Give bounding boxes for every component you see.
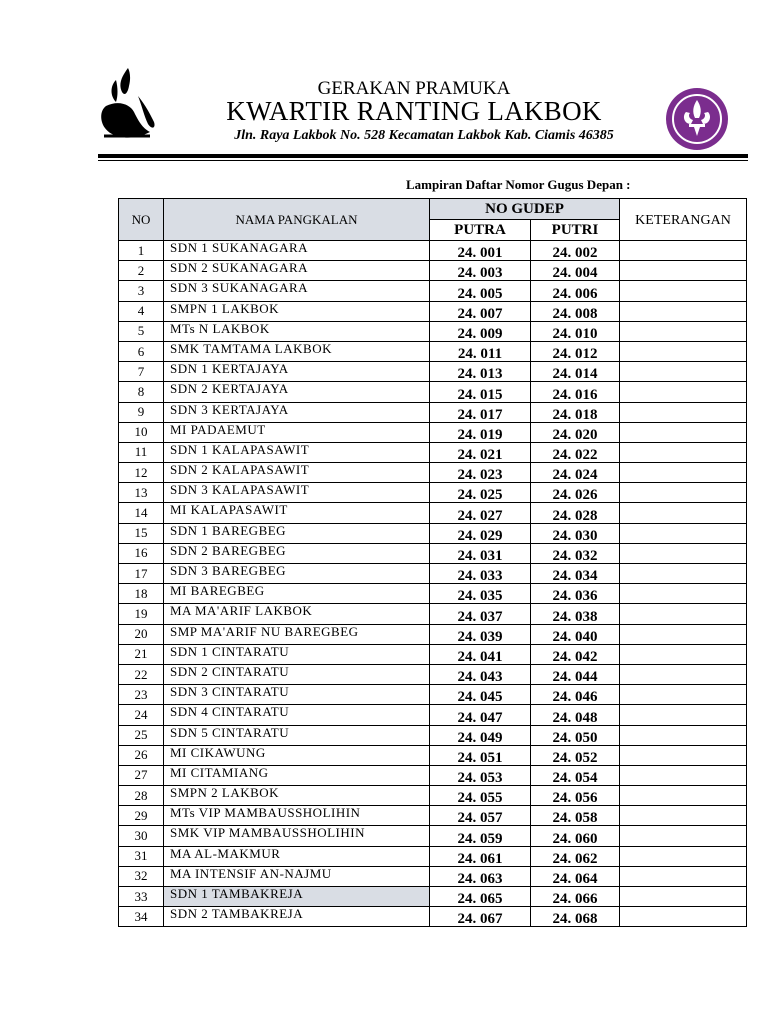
row-number: 17 xyxy=(119,564,164,584)
row-number: 28 xyxy=(119,786,164,806)
row-putri: 24. 030 xyxy=(531,523,620,543)
row-name: SDN 2 SUKANAGARA xyxy=(164,261,430,281)
row-keterangan xyxy=(620,281,747,301)
row-keterangan xyxy=(620,685,747,705)
header-nama-pangkalan: NAMA PANGKALAN xyxy=(164,199,430,241)
row-putri: 24. 018 xyxy=(531,402,620,422)
header-keterangan: KETERANGAN xyxy=(620,199,747,241)
row-putra: 24. 025 xyxy=(430,483,531,503)
row-keterangan xyxy=(620,503,747,523)
row-putra: 24. 061 xyxy=(430,846,531,866)
row-putra: 24. 009 xyxy=(430,321,531,341)
row-putri: 24. 016 xyxy=(531,382,620,402)
row-number: 19 xyxy=(119,604,164,624)
row-keterangan xyxy=(620,826,747,846)
row-keterangan xyxy=(620,745,747,765)
row-putra: 24. 041 xyxy=(430,644,531,664)
row-keterangan xyxy=(620,887,747,907)
table-row xyxy=(119,866,747,886)
row-keterangan xyxy=(620,907,747,927)
row-number: 25 xyxy=(119,725,164,745)
row-putri: 24. 022 xyxy=(531,442,620,462)
table-row xyxy=(119,442,747,462)
row-keterangan xyxy=(620,382,747,402)
row-keterangan xyxy=(620,846,747,866)
row-number: 27 xyxy=(119,765,164,785)
row-putra: 24. 023 xyxy=(430,463,531,483)
row-putra: 24. 039 xyxy=(430,624,531,644)
row-putri: 24. 068 xyxy=(531,907,620,927)
row-keterangan xyxy=(620,422,747,442)
row-putri: 24. 026 xyxy=(531,483,620,503)
row-name: SDN 1 SUKANAGARA xyxy=(164,241,430,261)
row-putri: 24. 046 xyxy=(531,685,620,705)
row-number: 9 xyxy=(119,402,164,422)
row-keterangan xyxy=(620,564,747,584)
row-number: 8 xyxy=(119,382,164,402)
row-putra: 24. 021 xyxy=(430,442,531,462)
table-row xyxy=(119,664,747,684)
table-row xyxy=(119,382,747,402)
row-keterangan xyxy=(620,806,747,826)
row-putra: 24. 029 xyxy=(430,523,531,543)
table-row xyxy=(119,362,747,382)
gudep-table xyxy=(118,198,747,927)
row-putra: 24. 055 xyxy=(430,786,531,806)
row-putra: 24. 001 xyxy=(430,241,531,261)
row-putra: 24. 011 xyxy=(430,341,531,361)
row-keterangan xyxy=(620,584,747,604)
table-row xyxy=(119,564,747,584)
row-putra: 24. 005 xyxy=(430,281,531,301)
row-putra: 24. 043 xyxy=(430,664,531,684)
row-number: 24 xyxy=(119,705,164,725)
row-name: SMK VIP MAMBAUSSHOLIHIN xyxy=(164,826,430,846)
row-putri: 24. 054 xyxy=(531,765,620,785)
row-number: 10 xyxy=(119,422,164,442)
row-number: 23 xyxy=(119,685,164,705)
row-putri: 24. 006 xyxy=(531,281,620,301)
row-name: MA AL-MAKMUR xyxy=(164,846,430,866)
row-name: SDN 5 CINTARATU xyxy=(164,725,430,745)
row-name: SDN 2 CINTARATU xyxy=(164,664,430,684)
row-number: 31 xyxy=(119,846,164,866)
row-putra: 24. 059 xyxy=(430,826,531,846)
row-keterangan xyxy=(620,624,747,644)
row-name: SDN 1 BAREGBEG xyxy=(164,523,430,543)
organization-address: Jln. Raya Lakbok No. 528 Kecamatan Lakbok Kab. Ciamis 46385 xyxy=(234,128,614,143)
row-putri: 24. 066 xyxy=(531,887,620,907)
table-row xyxy=(119,402,747,422)
row-name: MI BAREGBEG xyxy=(164,584,430,604)
row-putra: 24. 027 xyxy=(430,503,531,523)
table-body xyxy=(119,241,747,927)
table-row xyxy=(119,887,747,907)
table-row xyxy=(119,321,747,341)
row-keterangan xyxy=(620,241,747,261)
row-keterangan xyxy=(620,543,747,563)
table-row xyxy=(119,725,747,745)
row-putra: 24. 031 xyxy=(430,543,531,563)
attachment-caption: Lampiran Daftar Nomor Gugus Depan : xyxy=(406,177,631,192)
row-number: 5 xyxy=(119,321,164,341)
row-putra: 24. 033 xyxy=(430,564,531,584)
row-number: 16 xyxy=(119,543,164,563)
row-number: 13 xyxy=(119,483,164,503)
row-putri: 24. 020 xyxy=(531,422,620,442)
row-name: SDN 3 BAREGBEG xyxy=(164,564,430,584)
row-putri: 24. 052 xyxy=(531,745,620,765)
table-row xyxy=(119,301,747,321)
table-row xyxy=(119,765,747,785)
row-putra: 24. 015 xyxy=(430,382,531,402)
row-number: 33 xyxy=(119,887,164,907)
row-putra: 24. 049 xyxy=(430,725,531,745)
row-putra: 24. 017 xyxy=(430,402,531,422)
row-name: MI KALAPASAWIT xyxy=(164,503,430,523)
row-name: MI CITAMIANG xyxy=(164,765,430,785)
row-name: SMK TAMTAMA LAKBOK xyxy=(164,341,430,361)
row-keterangan xyxy=(620,402,747,422)
row-putra: 24. 045 xyxy=(430,685,531,705)
table-row xyxy=(119,261,747,281)
row-putra: 24. 003 xyxy=(430,261,531,281)
row-putra: 24. 047 xyxy=(430,705,531,725)
row-number: 15 xyxy=(119,523,164,543)
row-name: SDN 2 BAREGBEG xyxy=(164,543,430,563)
row-keterangan xyxy=(620,705,747,725)
row-number: 18 xyxy=(119,584,164,604)
header-putra: PUTRA xyxy=(430,220,531,241)
row-name: SMP MA'ARIF NU BAREGBEG xyxy=(164,624,430,644)
row-name: SMPN 1 LAKBOK xyxy=(164,301,430,321)
row-number: 7 xyxy=(119,362,164,382)
row-putra: 24. 053 xyxy=(430,765,531,785)
row-putra: 24. 051 xyxy=(430,745,531,765)
row-keterangan xyxy=(620,644,747,664)
table-row xyxy=(119,604,747,624)
row-keterangan xyxy=(620,341,747,361)
row-name: MA INTENSIF AN-NAJMU xyxy=(164,866,430,886)
table-row xyxy=(119,685,747,705)
row-number: 22 xyxy=(119,664,164,684)
row-keterangan xyxy=(620,463,747,483)
row-putri: 24. 064 xyxy=(531,866,620,886)
row-putri: 24. 014 xyxy=(531,362,620,382)
table-row xyxy=(119,463,747,483)
row-putra: 24. 057 xyxy=(430,806,531,826)
row-putri: 24. 040 xyxy=(531,624,620,644)
row-keterangan xyxy=(620,725,747,745)
row-putri: 24. 034 xyxy=(531,564,620,584)
row-putri: 24. 048 xyxy=(531,705,620,725)
row-keterangan xyxy=(620,866,747,886)
row-putri: 24. 038 xyxy=(531,604,620,624)
table-row xyxy=(119,341,747,361)
row-putri: 24. 028 xyxy=(531,503,620,523)
row-putri: 24. 024 xyxy=(531,463,620,483)
row-putri: 24. 008 xyxy=(531,301,620,321)
row-keterangan xyxy=(620,604,747,624)
row-name: SDN 3 KERTAJAYA xyxy=(164,402,430,422)
row-putri: 24. 062 xyxy=(531,846,620,866)
row-putri: 24. 012 xyxy=(531,341,620,361)
table-row xyxy=(119,523,747,543)
row-name: SDN 1 KERTAJAYA xyxy=(164,362,430,382)
row-keterangan xyxy=(620,362,747,382)
row-number: 2 xyxy=(119,261,164,281)
table-row xyxy=(119,584,747,604)
table-row xyxy=(119,241,747,261)
row-number: 21 xyxy=(119,644,164,664)
header-divider xyxy=(98,154,748,158)
header-no: NO xyxy=(119,199,164,241)
row-keterangan xyxy=(620,301,747,321)
row-putri: 24. 010 xyxy=(531,321,620,341)
row-name: SMPN 2 LAKBOK xyxy=(164,786,430,806)
row-name: SDN 1 CINTARATU xyxy=(164,644,430,664)
organization-name: GERAKAN PRAMUKA xyxy=(317,78,511,99)
row-putri: 24. 050 xyxy=(531,725,620,745)
row-name: SDN 3 KALAPASAWIT xyxy=(164,483,430,503)
table-row xyxy=(119,806,747,826)
row-keterangan xyxy=(620,664,747,684)
row-keterangan xyxy=(620,321,747,341)
row-name: SDN 2 KERTAJAYA xyxy=(164,382,430,402)
row-putra: 24. 013 xyxy=(430,362,531,382)
row-keterangan xyxy=(620,261,747,281)
table-row xyxy=(119,745,747,765)
row-name: MA MA'ARIF LAKBOK xyxy=(164,604,430,624)
row-putri: 24. 056 xyxy=(531,786,620,806)
row-keterangan xyxy=(620,523,747,543)
row-putri: 24. 032 xyxy=(531,543,620,563)
table-row xyxy=(119,543,747,563)
row-number: 4 xyxy=(119,301,164,321)
row-number: 26 xyxy=(119,745,164,765)
row-putri: 24. 044 xyxy=(531,664,620,684)
header-divider-thin xyxy=(98,160,748,161)
row-keterangan xyxy=(620,786,747,806)
row-putri: 24. 036 xyxy=(531,584,620,604)
row-number: 6 xyxy=(119,341,164,361)
row-number: 32 xyxy=(119,866,164,886)
row-number: 14 xyxy=(119,503,164,523)
row-name: SDN 4 CINTARATU xyxy=(164,705,430,725)
row-name: MTs VIP MAMBAUSSHOLIHIN xyxy=(164,806,430,826)
row-number: 1 xyxy=(119,241,164,261)
row-putri: 24. 060 xyxy=(531,826,620,846)
row-name: SDN 2 TAMBAKREJA xyxy=(164,907,430,927)
row-number: 30 xyxy=(119,826,164,846)
row-putra: 24. 035 xyxy=(430,584,531,604)
row-name: SDN 1 TAMBAKREJA xyxy=(164,887,430,907)
row-name: MTs N LAKBOK xyxy=(164,321,430,341)
table-row xyxy=(119,644,747,664)
row-name: SDN 3 CINTARATU xyxy=(164,685,430,705)
table-row xyxy=(119,786,747,806)
row-name: SDN 1 KALAPASAWIT xyxy=(164,442,430,462)
table-row xyxy=(119,281,747,301)
table-row xyxy=(119,503,747,523)
row-name: MI CIKAWUNG xyxy=(164,745,430,765)
row-number: 11 xyxy=(119,442,164,462)
header-no-gudep: NO GUDEP xyxy=(430,199,620,220)
table-row xyxy=(119,907,747,927)
row-name: MI PADAEMUT xyxy=(164,422,430,442)
row-number: 3 xyxy=(119,281,164,301)
row-name: SDN 3 SUKANAGARA xyxy=(164,281,430,301)
row-number: 29 xyxy=(119,806,164,826)
organization-title: KWARTIR RANTING LAKBOK xyxy=(226,96,602,126)
row-putra: 24. 065 xyxy=(430,887,531,907)
row-number: 34 xyxy=(119,907,164,927)
row-keterangan xyxy=(620,765,747,785)
table-row xyxy=(119,422,747,442)
row-number: 20 xyxy=(119,624,164,644)
row-putra: 24. 037 xyxy=(430,604,531,624)
row-name: SDN 2 KALAPASAWIT xyxy=(164,463,430,483)
row-putra: 24. 019 xyxy=(430,422,531,442)
row-putri: 24. 042 xyxy=(531,644,620,664)
row-putra: 24. 067 xyxy=(430,907,531,927)
row-putra: 24. 007 xyxy=(430,301,531,321)
row-keterangan xyxy=(620,442,747,462)
row-putri: 24. 004 xyxy=(531,261,620,281)
row-putri: 24. 002 xyxy=(531,241,620,261)
table-row xyxy=(119,826,747,846)
table-row xyxy=(119,483,747,503)
table-row xyxy=(119,705,747,725)
row-number: 12 xyxy=(119,463,164,483)
header-putri: PUTRI xyxy=(531,220,620,241)
table-row xyxy=(119,846,747,866)
row-putri: 24. 058 xyxy=(531,806,620,826)
table-row xyxy=(119,624,747,644)
row-putra: 24. 063 xyxy=(430,866,531,886)
row-keterangan xyxy=(620,483,747,503)
